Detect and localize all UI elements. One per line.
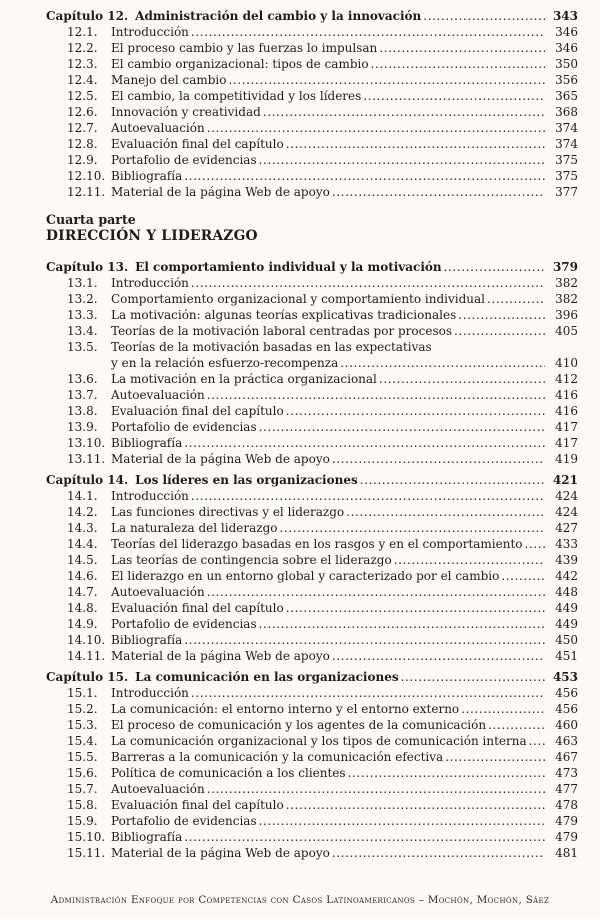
entry-number: 13.3.	[67, 308, 98, 322]
toc-entry	[46, 813, 578, 829]
toc-entry	[46, 371, 578, 387]
page-number: 350	[555, 57, 578, 71]
entry-title: El liderazgo en un entorno global y caracterizado por el cambio	[111, 569, 500, 583]
toc-entry	[46, 749, 578, 765]
dot-leader	[228, 72, 545, 88]
entry-title: El cambio, la competitividad y los líderes	[111, 89, 362, 103]
entry-title: La comunicación: el entorno interno y el entorno externo	[111, 702, 460, 716]
entry-number: 14.1.	[67, 489, 98, 503]
page-number: 424	[555, 505, 578, 519]
entry-number: 14.11.	[67, 649, 106, 663]
page-number: 433	[555, 537, 578, 551]
entry-number: 15.4.	[67, 734, 98, 748]
entry-title: Evaluación final del capítulo	[111, 404, 284, 418]
toc-chapter-heading	[46, 8, 578, 24]
page-number: 416	[555, 388, 578, 402]
toc-entry	[46, 275, 578, 291]
page-number: 439	[555, 553, 578, 567]
toc-entry	[46, 387, 578, 403]
entry-title: Bibliografía	[111, 830, 183, 844]
dot-leader	[529, 733, 545, 749]
entry-title: El cambio organizacional: tipos de cambio	[111, 57, 369, 71]
page-number: 412	[555, 372, 578, 386]
page-number: 442	[555, 569, 578, 583]
entry-number: 12.8.	[67, 137, 98, 151]
entry-number: 13.9.	[67, 420, 98, 434]
entry-number: 12.11.	[67, 185, 106, 199]
page-number: 377	[555, 185, 578, 199]
page-number: 410	[555, 356, 578, 370]
page-number: 463	[555, 734, 578, 748]
dot-leader	[458, 307, 545, 323]
entry-title: La comunicación organizacional y los tipos de comunicación interna	[111, 734, 527, 748]
dot-leader	[487, 291, 545, 307]
toc-entry	[46, 72, 578, 88]
entry-title: Teorías del liderazgo basadas en los rasgos y en el comportamiento	[111, 537, 523, 551]
page-number: 346	[555, 25, 578, 39]
entry-number: 13.4.	[67, 324, 98, 338]
toc-entry	[46, 488, 578, 504]
toc-entry	[46, 56, 578, 72]
page-number: 467	[555, 750, 578, 764]
entry-title: La motivación en la práctica organizacional	[111, 372, 377, 386]
chapter-block	[46, 472, 578, 664]
entry-number: 15.11.	[67, 846, 106, 860]
dot-leader	[423, 8, 545, 24]
page-number: 449	[555, 617, 578, 631]
page-number: 375	[555, 169, 578, 183]
entry-number: 13.10.	[67, 436, 106, 450]
dot-leader	[454, 323, 545, 339]
dot-leader	[461, 701, 545, 717]
page-number: 451	[555, 649, 578, 663]
entry-title: Bibliografía	[111, 436, 183, 450]
toc-entry	[46, 120, 578, 136]
chapter-label: Capítulo 13.	[46, 260, 129, 274]
entry-number: 15.6.	[67, 766, 98, 780]
dot-leader	[332, 845, 545, 861]
entry-title: El proceso de comunicación y los agentes de la comunicación	[111, 718, 487, 732]
entry-number: 15.7.	[67, 782, 98, 796]
entry-title: Portafolio de evidencias	[111, 814, 257, 828]
page-number: 365	[555, 89, 578, 103]
page-number: 374	[555, 121, 578, 135]
toc-entry	[46, 323, 578, 339]
chapter-label: Capítulo 12.	[46, 9, 129, 23]
dot-leader	[286, 403, 545, 419]
dot-leader	[191, 488, 545, 504]
dot-leader	[259, 419, 545, 435]
entry-title: Bibliografía	[111, 633, 183, 647]
toc-entry	[46, 648, 578, 664]
chapter-title: El comportamiento individual y la motivación	[135, 260, 442, 274]
entry-number: 13.6.	[67, 372, 98, 386]
toc-entry	[46, 568, 578, 584]
page-number: 374	[555, 137, 578, 151]
page-number: 417	[555, 420, 578, 434]
dot-leader	[394, 552, 545, 568]
page-number: 419	[555, 452, 578, 466]
toc-entry	[46, 781, 578, 797]
toc-entry	[46, 88, 578, 104]
entry-title: La motivación: algunas teorías explicativas tradicionales	[111, 308, 457, 322]
table-of-contents	[46, 8, 578, 861]
part-heading	[46, 212, 578, 245]
entry-title: Manejo del cambio	[111, 73, 227, 87]
entry-title: Innovación y creatividad	[111, 105, 261, 119]
dot-leader	[286, 600, 545, 616]
toc-entry	[46, 829, 578, 845]
dot-leader	[191, 24, 545, 40]
entry-number: 15.2.	[67, 702, 98, 716]
entry-number: 13.8.	[67, 404, 98, 418]
entry-number: 14.5.	[67, 553, 98, 567]
entry-number: 12.9.	[67, 153, 98, 167]
toc-entry	[46, 552, 578, 568]
entry-number: 12.6.	[67, 105, 98, 119]
dot-leader	[280, 520, 545, 536]
dot-leader	[263, 104, 545, 120]
page-number: 417	[555, 436, 578, 450]
dot-leader	[379, 40, 545, 56]
page-number: 421	[552, 473, 578, 487]
toc-entry	[46, 104, 578, 120]
entry-title: Introducción	[111, 686, 189, 700]
dot-leader	[501, 568, 545, 584]
toc-entry	[46, 307, 578, 323]
entry-number: 14.7.	[67, 585, 98, 599]
dot-leader	[184, 168, 545, 184]
toc-entry	[46, 717, 578, 733]
dot-leader	[191, 685, 545, 701]
dot-leader	[286, 136, 545, 152]
dot-leader	[207, 120, 545, 136]
toc-entry	[46, 419, 578, 435]
entry-number: 12.1.	[67, 25, 98, 39]
dot-leader	[444, 259, 545, 275]
entry-number: 15.5.	[67, 750, 98, 764]
toc-entry	[46, 797, 578, 813]
dot-leader	[207, 584, 545, 600]
dot-leader	[332, 451, 545, 467]
toc-entry	[46, 152, 578, 168]
dot-leader	[259, 616, 545, 632]
entry-number: 12.5.	[67, 89, 98, 103]
page-number: 448	[555, 585, 578, 599]
page-number: 478	[555, 798, 578, 812]
toc-chapter-heading	[46, 259, 578, 275]
page-number: 460	[555, 718, 578, 732]
entry-number: 14.10.	[67, 633, 106, 647]
page-number: 346	[555, 41, 578, 55]
page-number: 427	[555, 521, 578, 535]
dot-leader	[379, 371, 545, 387]
page-number: 416	[555, 404, 578, 418]
entry-title: Portafolio de evidencias	[111, 617, 257, 631]
dot-leader	[286, 797, 545, 813]
entry-title: Comportamiento organizacional y comportamiento individual	[111, 292, 486, 306]
toc-entry	[46, 685, 578, 701]
page-number: 450	[555, 633, 578, 647]
toc-entry	[46, 403, 578, 419]
dot-leader	[371, 56, 545, 72]
entry-number: 15.10.	[67, 830, 106, 844]
entry-number: 14.3.	[67, 521, 98, 535]
toc-entry	[46, 184, 578, 200]
page-number: 375	[555, 153, 578, 167]
page-number: 424	[555, 489, 578, 503]
page-number: 382	[555, 276, 578, 290]
entry-title: Autoevaluación	[111, 782, 205, 796]
entry-title: Las teorías de contingencia sobre el liderazgo	[111, 553, 392, 567]
toc-chapter-heading	[46, 669, 578, 685]
entry-number: 12.2.	[67, 41, 98, 55]
entry-number: 13.11.	[67, 452, 106, 466]
dot-leader	[363, 88, 545, 104]
page-number: 396	[555, 308, 578, 322]
entry-number: 14.4.	[67, 537, 98, 551]
book-footer-running-title: Administración Enfoque por Competencias con Casos Latinoamericanos – Mochón, Mochón, Sáez	[50, 894, 550, 906]
page-number: 356	[555, 73, 578, 87]
toc-entry	[46, 24, 578, 40]
entry-number: 14.6.	[67, 569, 98, 583]
toc-entry	[46, 291, 578, 307]
dot-leader	[445, 749, 545, 765]
entry-number: 14.2.	[67, 505, 98, 519]
dot-leader	[340, 355, 545, 371]
toc-entry	[46, 136, 578, 152]
toc-entry	[46, 600, 578, 616]
entry-title: Introducción	[111, 489, 189, 503]
dot-leader	[346, 504, 545, 520]
dot-leader	[488, 717, 545, 733]
entry-title: Material de la página Web de apoyo	[111, 846, 330, 860]
entry-title: Material de la página Web de apoyo	[111, 185, 330, 199]
dot-leader	[259, 152, 545, 168]
page-number: 479	[555, 814, 578, 828]
page-number: 473	[555, 766, 578, 780]
part-kicker: Cuarta parte	[46, 212, 136, 227]
toc-chapter-heading	[46, 472, 578, 488]
toc-entry	[46, 616, 578, 632]
entry-number: 12.10.	[67, 169, 106, 183]
page-number: 453	[552, 670, 578, 684]
entry-title: Evaluación final del capítulo	[111, 601, 284, 615]
toc-entry	[46, 504, 578, 520]
entry-title: Las funciones directivas y el liderazgo	[111, 505, 345, 519]
dot-leader	[184, 829, 545, 845]
entry-title: Portafolio de evidencias	[111, 153, 257, 167]
part-title: DIRECCIÓN Y LIDERAZGO	[46, 228, 258, 244]
toc-entry	[46, 451, 578, 467]
entry-title: Autoevaluación	[111, 121, 205, 135]
entry-number: 13.1.	[67, 276, 98, 290]
chapter-title: La comunicación en las organizaciones	[135, 670, 399, 684]
dot-leader	[184, 632, 545, 648]
toc-entry	[46, 632, 578, 648]
entry-number: 12.4.	[67, 73, 98, 87]
page-number: 456	[555, 686, 578, 700]
toc-entry	[46, 536, 578, 552]
chapter-label: Capítulo 15.	[46, 670, 129, 684]
dot-leader	[332, 184, 545, 200]
toc-entry	[46, 701, 578, 717]
entry-title: Material de la página Web de apoyo	[111, 649, 330, 663]
entry-title: Autoevaluación	[111, 585, 205, 599]
entry-number: 13.2.	[67, 292, 98, 306]
chapter-block	[46, 669, 578, 861]
entry-title: El proceso cambio y las fuerzas lo impulsan	[111, 41, 378, 55]
page-number: 477	[555, 782, 578, 796]
toc-entry	[46, 584, 578, 600]
chapter-title: Los líderes en las organizaciones	[135, 473, 358, 487]
toc-entry	[46, 845, 578, 861]
chapter-block	[46, 8, 578, 200]
chapter-title: Administración del cambio y la innovación	[135, 9, 422, 23]
page-number: 481	[555, 846, 578, 860]
page-number: 449	[555, 601, 578, 615]
toc-entry-continuation	[46, 355, 578, 371]
page-number: 382	[555, 292, 578, 306]
chapter-label: Capítulo 14.	[46, 473, 129, 487]
entry-title: Teorías de la motivación laboral centradas por procesos	[111, 324, 453, 338]
dot-leader	[525, 536, 545, 552]
entry-title: Política de comunicación a los clientes	[111, 766, 346, 780]
entry-number: 15.3.	[67, 718, 98, 732]
dot-leader	[207, 781, 545, 797]
page-number: 405	[555, 324, 578, 338]
entry-title: Barreras a la comunicación y la comunicación efectiva	[111, 750, 444, 764]
entry-title: Evaluación final del capítulo	[111, 137, 284, 151]
entry-title: La naturaleza del liderazgo	[111, 521, 278, 535]
dot-leader	[332, 648, 545, 664]
page-number: 456	[555, 702, 578, 716]
entry-number: 13.7.	[67, 388, 98, 402]
entry-title: Autoevaluación	[111, 388, 205, 402]
dot-leader	[259, 813, 545, 829]
entry-title: y en la relación esfuerzo-recompenza	[111, 356, 339, 370]
toc-entry	[46, 435, 578, 451]
toc-entry	[46, 765, 578, 781]
dot-leader	[184, 435, 545, 451]
entry-title: Portafolio de evidencias	[111, 420, 257, 434]
entry-number: 15.9.	[67, 814, 98, 828]
entry-number: 15.8.	[67, 798, 98, 812]
toc-entry	[46, 168, 578, 184]
entry-title: Material de la página Web de apoyo	[111, 452, 330, 466]
dot-leader	[360, 472, 545, 488]
chapter-block	[46, 259, 578, 467]
toc-entry	[46, 733, 578, 749]
toc-entry	[46, 339, 578, 355]
entry-number: 14.8.	[67, 601, 98, 615]
page-number: 368	[555, 105, 578, 119]
toc-entry	[46, 520, 578, 536]
dot-leader	[401, 669, 545, 685]
entry-title: Introducción	[111, 25, 189, 39]
entry-number: 13.5.	[67, 340, 98, 354]
page-number: 343	[552, 9, 578, 23]
dot-leader	[207, 387, 545, 403]
dot-leader	[191, 275, 545, 291]
entry-number: 12.3.	[67, 57, 98, 71]
page-number: 479	[555, 830, 578, 844]
entry-title: Bibliografía	[111, 169, 183, 183]
entry-number: 15.1.	[67, 686, 98, 700]
entry-title: Teorías de la motivación basadas en las expectativas	[111, 340, 432, 354]
entry-number: 12.7.	[67, 121, 98, 135]
dot-leader	[348, 765, 545, 781]
page-number: 379	[552, 260, 578, 274]
entry-number: 14.9.	[67, 617, 98, 631]
toc-entry	[46, 40, 578, 56]
entry-title: Introducción	[111, 276, 189, 290]
entry-title: Evaluación final del capítulo	[111, 798, 284, 812]
